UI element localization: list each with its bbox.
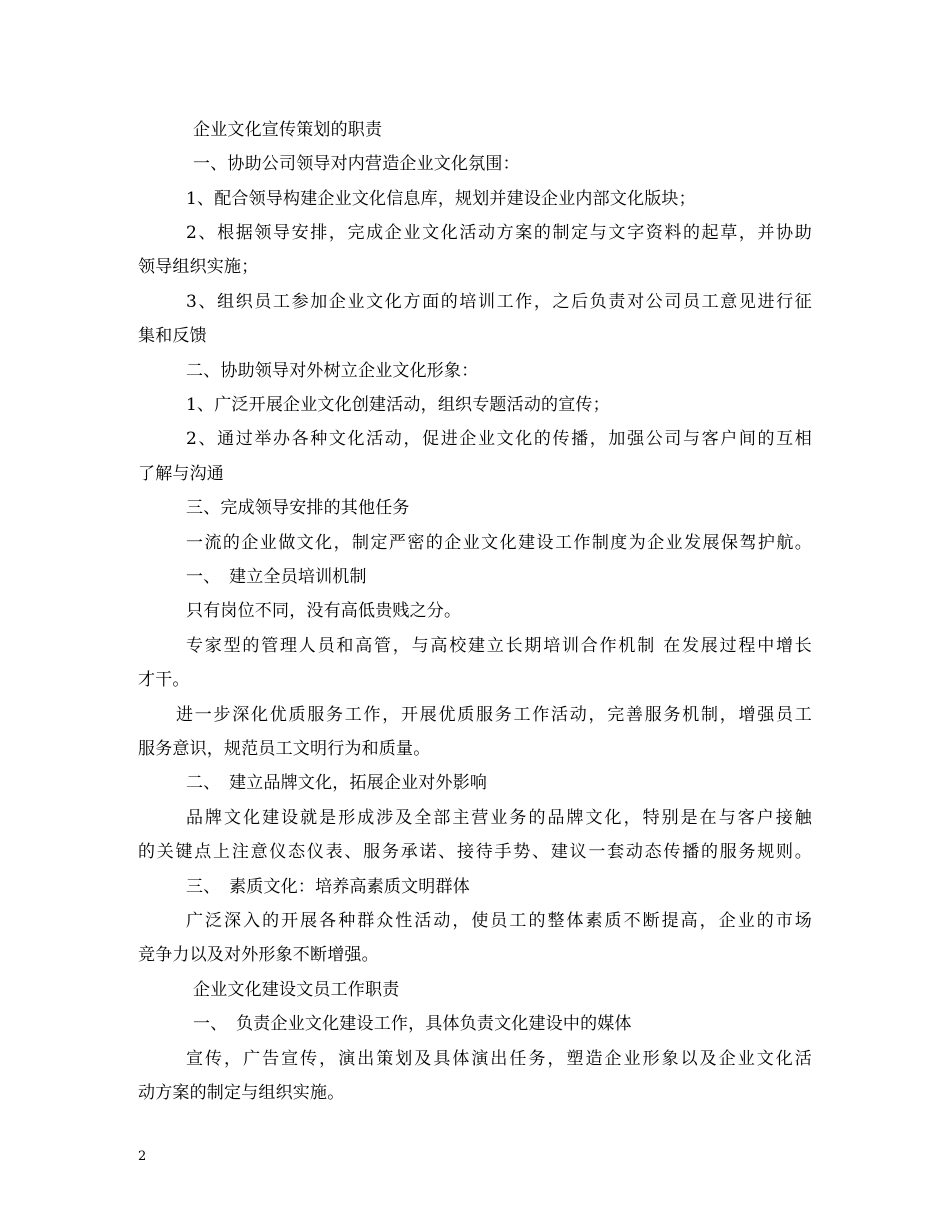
page-number: 2: [138, 1149, 147, 1164]
paragraph-continuation: 才干。: [138, 670, 190, 690]
list-item: 2、通过举办各种文化活动，促进企业文化的传播，加强公司与客户间的互相: [186, 429, 812, 449]
paragraph: 进一步深化优质服务工作，开展优质服务工作活动，完善服务机制，增强员工: [176, 705, 812, 725]
paragraph-continuation: 服务意识，规范员工文明行为和质量。: [138, 739, 431, 759]
section-title: 企业文化建设文员工作职责: [193, 980, 400, 1000]
list-item-continuation: 了解与沟通: [138, 464, 224, 484]
section-title: 企业文化宣传策划的职责: [193, 120, 383, 140]
paragraph: 专家型的管理人员和高管，与高校建立长期培训合作机制 在发展过程中增长: [186, 636, 812, 656]
paragraph: 品牌文化建设就是形成涉及全部主营业务的品牌文化，特别是在与客户接触: [186, 808, 812, 828]
paragraph-continuation: 动方案的制定与组织实施。: [138, 1083, 345, 1103]
paragraph: 广泛深入的开展各种群众性活动，使员工的整体素质不断提高，企业的市场: [186, 911, 812, 931]
section-heading: 一、 建立全员培训机制: [186, 567, 367, 587]
list-item: 2、根据领导安排，完成企业文化活动方案的制定与文字资料的起草，并协助: [186, 223, 812, 243]
list-item: 3、组织员工参加企业文化方面的培训工作，之后负责对公司员工意见进行征: [186, 292, 812, 312]
paragraph-continuation: 竞争力以及对外形象不断增强。: [138, 945, 379, 965]
list-item: 1、广泛开展企业文化创建活动，组织专题活动的宣传；: [186, 395, 610, 415]
section-heading: 二、协助领导对外树立企业文化形象：: [186, 361, 479, 381]
paragraph-continuation: 的关键点上注意仪态仪表、服务承诺、接待手势、建议一套动态传播的服务规则。: [138, 842, 812, 862]
list-item-continuation: 领导组织实施；: [138, 257, 259, 277]
section-heading: 一、 负责企业文化建设工作，具体负责文化建设中的媒体: [193, 1014, 632, 1034]
section-heading: 三、完成领导安排的其他任务: [186, 498, 410, 518]
section-heading: 二、 建立品牌文化，拓展企业对外影响: [186, 773, 488, 793]
paragraph: 宣传，广告宣传，演出策划及具体演出任务，塑造企业形象以及企业文化活: [186, 1049, 812, 1069]
list-item: 1、配合领导构建企业文化信息库，规划并建设企业内部文化版块；: [186, 189, 696, 209]
section-heading: 三、 素质文化：培养高素质文明群体: [186, 877, 470, 897]
paragraph: 一流的企业做文化，制定严密的企业文化建设工作制度为企业发展保驾护航。: [186, 533, 812, 553]
section-heading: 一、协助公司领导对内营造企业文化氛围：: [193, 154, 520, 174]
list-item-continuation: 集和反馈: [138, 326, 207, 346]
paragraph: 只有岗位不同，没有高低贵贱之分。: [186, 601, 462, 621]
